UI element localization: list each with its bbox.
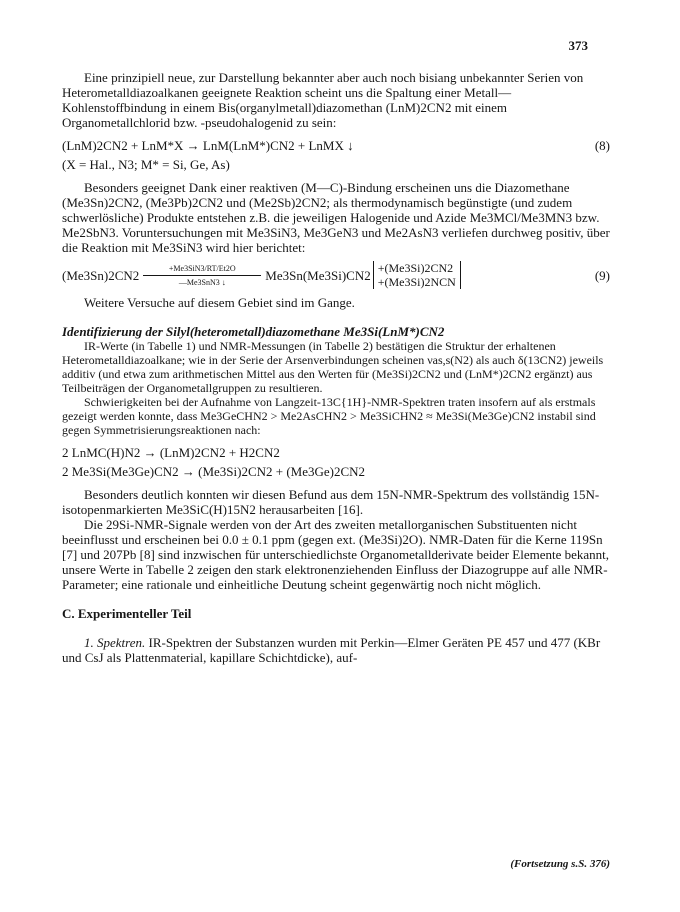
equation-9-reactant: (Me3Sn)2CN2 <box>62 267 140 283</box>
equation-8-conditions: (X = Hal., N3; M* = Si, Ge, As) <box>62 157 230 172</box>
arrow-below-label: —Me3SnN3 ↓ <box>178 277 226 287</box>
intro-paragraph: Eine prinzipiell neue, zur Darstellung bekannter aber auch noch bisiang unbekannter Serien von Heterometalldiazoalkanen geeignete Reaktion scheint uns die Spaltung einer Metall—Kohlenstoffbindung in einem Bis(organylmetall)diazomethan (LnM)2CN2 mit einem Organometallchlorid bzw. -pseudohalogenid zu sein: <box>62 70 584 130</box>
spectra-text: IR-Spektren der Substanzen wurden mit Perkin—Elmer Geräten PE 457 und 477 (KBr und CsJ als Plattenmaterial, kapillare Schichtdicke), auf- <box>62 635 601 665</box>
paragraph-ir-values: IR-Werte (in Tabelle 1) und NMR-Messungen (in Tabelle 2) bestätigen die Struktur der erhaltenen Heterometalldiazoalkane; wie in der Serie der Arsenverbindungen scheinen νas,s(N2) als auch δ(13CN2) jeweils additiv (und etwa zum arithmetischen Mittel aus den Werten für (Me3Si)2CN2 und (LnM*)2CN2 ergänzt) aus Teilbeiträgen der Organometallgruppen zu resultieren. <box>62 339 604 395</box>
paragraph-n-nmr: Besonders deutlich konnten wir diesen Befund aus dem 15N-NMR-Spektrum des vollständig 15N-isotopenmarkierten Me3SiC(H)15N2 herausarbeiten [16]. <box>62 487 600 517</box>
arrow-above-label: +Me3SiN3/RT/Et2O <box>168 263 236 273</box>
equation-9 <box>62 261 610 289</box>
equation-8-text: (LnM)2CN2 + LnM*X → LnM(LnM*)CN2 + LnMX ↓ <box>62 138 354 153</box>
paragraph-diazomethane: Besonders geeignet Dank einer reaktiven (M—C)-Bindung erscheinen uns die Diazomethane (Me3Sn)2CN2, (Me3Pb)2CN2 und (Me2Sb)2CN2; als thermodynamisch begünstigte (und zudem schwerlösliche) Produkte entstehen z.B. die jeweiligen Halogenide und Azide Me3MCl/Me3MN3 bzw. Me2SbN3. Voruntersuchungen mit Me3SiN3, Me3GeN3 und Me2AsN3 verliefen durchweg positiv, über die Reaktion mit Me3SiN3 wird hier berichtet: <box>62 180 610 255</box>
paragraph-difficulties: Schwierigkeiten bei der Aufnahme von Langzeit-13C{1H}-NMR-Spektren traten insofern auf als erstmals gezeigt werden konnte, dass Me3GeCHN2 > Me2AsCHN2 > Me3SiCHN2 ≈ Me3Si(Me3Ge)CN2 instabil sind gegen Symmetrisierungsreaktionen nach: <box>62 395 596 437</box>
reaction-arrow <box>143 264 261 287</box>
section-heading-experimental: C. Experimenteller Teil <box>62 606 192 621</box>
paragraph-further-tests: Weitere Versuche auf diesem Gebiet sind im Gange. <box>84 295 355 310</box>
paragraph-si-nmr: Die 29Si-NMR-Signale werden von der Art des zweiten metallorganischen Substituenten nicht beeinflusst und erscheinen bei 0.0 ± 0.1 ppm (gegen ext. (Me3Si)2O). NMR-Daten für die Kerne 119Sn [7] und 207Pb [8] sind inzwischen für unterschiedlichste Organometallderivate beider Elemente bekannt, unsere Werte in Tabelle 2 zeigen den stark elektronenziehenden Einfluss der Diazogruppe auf alle NMR-Parameter; eine rationale und einheitliche Deutung scheint gegenwärtig noch nicht möglich. <box>62 517 610 592</box>
section-heading-identification: Identifizierung der Silyl(heterometall)diazomethane Me3Si(LnM*)CN2 <box>62 324 445 339</box>
side-product-2: +(Me3Si)2NCN <box>377 275 456 289</box>
page-number: 373 <box>568 38 588 53</box>
text-body <box>62 70 610 665</box>
equation-9-product: Me3Sn(Me3Si)CN2 <box>265 267 371 283</box>
equation-9-number: (9) <box>594 267 610 283</box>
equation-symmetrization-1: 2 LnMC(H)N2 → (LnM)2CN2 + H2CN2 <box>62 445 280 460</box>
paragraph-spectra <box>62 635 610 665</box>
equation-symmetrization-2: 2 Me3Si(Me3Ge)CN2 → (Me3Si)2CN2 + (Me3Ge)2CN2 <box>62 464 366 479</box>
spectra-subheading: 1. Spektren. <box>84 635 146 650</box>
equation-8 <box>62 138 610 153</box>
side-products-bracket <box>373 261 461 289</box>
equation-8-number: (8) <box>594 138 610 153</box>
continuation-note: (Fortsetzung s.S. 376) <box>510 858 610 870</box>
side-product-1: +(Me3Si)2CN2 <box>377 261 454 275</box>
